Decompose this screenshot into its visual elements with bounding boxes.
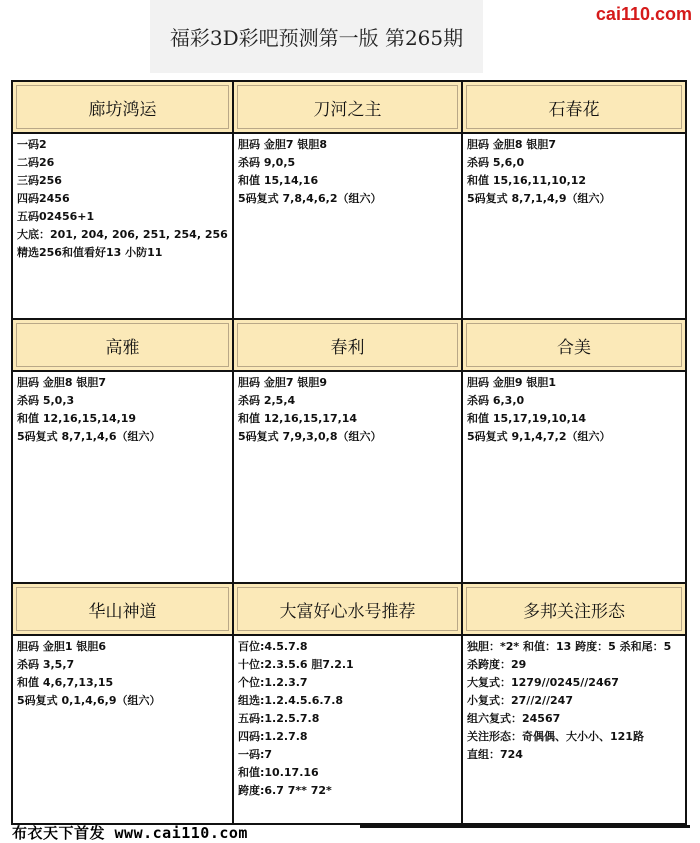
prediction-line: 5码复式 7,9,3,0,8（组六） bbox=[238, 430, 382, 443]
prediction-line: 独胆：*2* 和值：13 跨度：5 杀和尾：5 杀跨度：29 bbox=[467, 640, 672, 671]
prediction-line: 杀码 6,3,0 bbox=[467, 394, 525, 407]
prediction-line: 杀码 2,5,4 bbox=[238, 394, 296, 407]
panel-header-1 bbox=[13, 82, 234, 134]
panel-body-7 bbox=[13, 636, 234, 823]
prediction-line: 杀码 9,0,5 bbox=[238, 156, 296, 169]
panel-body-9 bbox=[463, 636, 685, 823]
panel-title: 多邦关注形态 bbox=[523, 601, 625, 622]
panel-header-5 bbox=[234, 320, 463, 372]
prediction-line: 杀码 3,5,7 bbox=[17, 658, 75, 671]
prediction-line: 组六复式：24567 bbox=[467, 712, 561, 725]
prediction-line: 5码复式 9,1,4,7,2（组六） bbox=[467, 430, 611, 443]
prediction-line: 四码:1.2.7.8 bbox=[238, 730, 308, 743]
prediction-grid bbox=[13, 82, 685, 823]
panel-body-8 bbox=[234, 636, 463, 823]
panel-body-4 bbox=[13, 372, 234, 584]
panel-title: 高雅 bbox=[105, 337, 140, 358]
prediction-line: 和值 12,16,15,17,14 bbox=[238, 412, 358, 425]
prediction-line: 5码复式 7,8,4,6,2（组六） bbox=[238, 192, 382, 205]
prediction-line: 杀码 5,0,3 bbox=[17, 394, 75, 407]
footer-divider bbox=[360, 825, 690, 828]
prediction-line: 和值:10.17.16 bbox=[238, 766, 319, 779]
panel-title: 春利 bbox=[330, 337, 365, 358]
prediction-line: 胆码 金胆8 银胆7 bbox=[467, 138, 556, 151]
prediction-line: 和值 12,16,15,14,19 bbox=[17, 412, 137, 425]
footer-text: 布衣天下首发 www.cai110.com bbox=[12, 823, 248, 842]
prediction-line: 关注形态：奇偶偶、大小小、121路 bbox=[467, 730, 644, 743]
prediction-line: 一码2 bbox=[17, 138, 47, 151]
panel-header-9 bbox=[463, 584, 685, 636]
prediction-line: 和值 15,14,16 bbox=[238, 174, 319, 187]
prediction-line: 和值 15,16,11,10,12 bbox=[467, 174, 587, 187]
panel-header-7 bbox=[13, 584, 234, 636]
prediction-line: 胆码 金胆1 银胆6 bbox=[17, 640, 106, 653]
prediction-line: 四码2456 bbox=[17, 192, 70, 205]
panel-body-6 bbox=[463, 372, 685, 584]
panel-header-4 bbox=[13, 320, 234, 372]
panel-header-6 bbox=[463, 320, 685, 372]
prediction-line: 小复式：27//2//247 bbox=[467, 694, 573, 707]
prediction-line: 5码复式 0,1,4,6,9（组六） bbox=[17, 694, 161, 707]
prediction-line: 五码02456+1 bbox=[17, 210, 95, 223]
panel-header-3 bbox=[463, 82, 685, 134]
prediction-line: 直组：724 bbox=[467, 748, 523, 761]
prediction-line: 个位:1.2.3.7 bbox=[238, 676, 308, 689]
prediction-line: 和值 15,17,19,10,14 bbox=[467, 412, 587, 425]
panel-body-1 bbox=[13, 134, 234, 320]
prediction-line: 胆码 金胆9 银胆1 bbox=[467, 376, 556, 389]
panel-title: 大富好心水号推荐 bbox=[279, 601, 416, 622]
prediction-line: 大底：201, 204, 206, 251, 254, 256 bbox=[17, 228, 228, 241]
prediction-line: 五码:1.2.5.7.8 bbox=[238, 712, 320, 725]
page-title: 福彩3D彩吧预测第一版 第265期 bbox=[169, 26, 464, 50]
prediction-line: 杀码 5,6,0 bbox=[467, 156, 525, 169]
prediction-line: 胆码 金胆7 银胆8 bbox=[238, 138, 327, 151]
panel-header-2 bbox=[234, 82, 463, 134]
prediction-line: 一码:7 bbox=[238, 748, 273, 761]
title-banner bbox=[150, 0, 483, 73]
prediction-line: 二码26 bbox=[17, 156, 55, 169]
prediction-line: 百位:4.5.7.8 bbox=[238, 640, 308, 653]
site-logo[interactable]: cai110.com bbox=[595, 4, 692, 24]
panel-title: 石春花 bbox=[548, 99, 600, 120]
prediction-line: 和值 4,6,7,13,15 bbox=[17, 676, 114, 689]
panel-header-8 bbox=[234, 584, 463, 636]
panel-title: 廊坊鸿运 bbox=[88, 99, 157, 120]
prediction-line: 精选256和值看好13 小防11 bbox=[17, 246, 163, 259]
prediction-line: 跨度:6.7 7** 72* bbox=[238, 784, 332, 797]
prediction-line: 大复式：1279//0245//2467 bbox=[467, 676, 619, 689]
prediction-line: 十位:2.3.5.6 胆7.2.1 bbox=[238, 658, 354, 671]
prediction-line: 5码复式 8,7,1,4,9（组六） bbox=[467, 192, 611, 205]
prediction-line: 胆码 金胆8 银胆7 bbox=[17, 376, 106, 389]
panel-title: 刀河之主 bbox=[313, 99, 382, 120]
panel-body-5 bbox=[234, 372, 463, 584]
prediction-sheet bbox=[11, 80, 687, 825]
footer-watermark bbox=[12, 823, 248, 841]
panel-body-3 bbox=[463, 134, 685, 320]
prediction-line: 三码256 bbox=[17, 174, 62, 187]
prediction-line: 5码复式 8,7,1,4,6（组六） bbox=[17, 430, 161, 443]
panel-title: 华山神道 bbox=[88, 601, 157, 622]
panel-body-2 bbox=[234, 134, 463, 320]
prediction-line: 组选:1.2.4.5.6.7.8 bbox=[238, 694, 344, 707]
panel-title: 合美 bbox=[557, 337, 591, 358]
prediction-line: 胆码 金胆7 银胆9 bbox=[238, 376, 327, 389]
